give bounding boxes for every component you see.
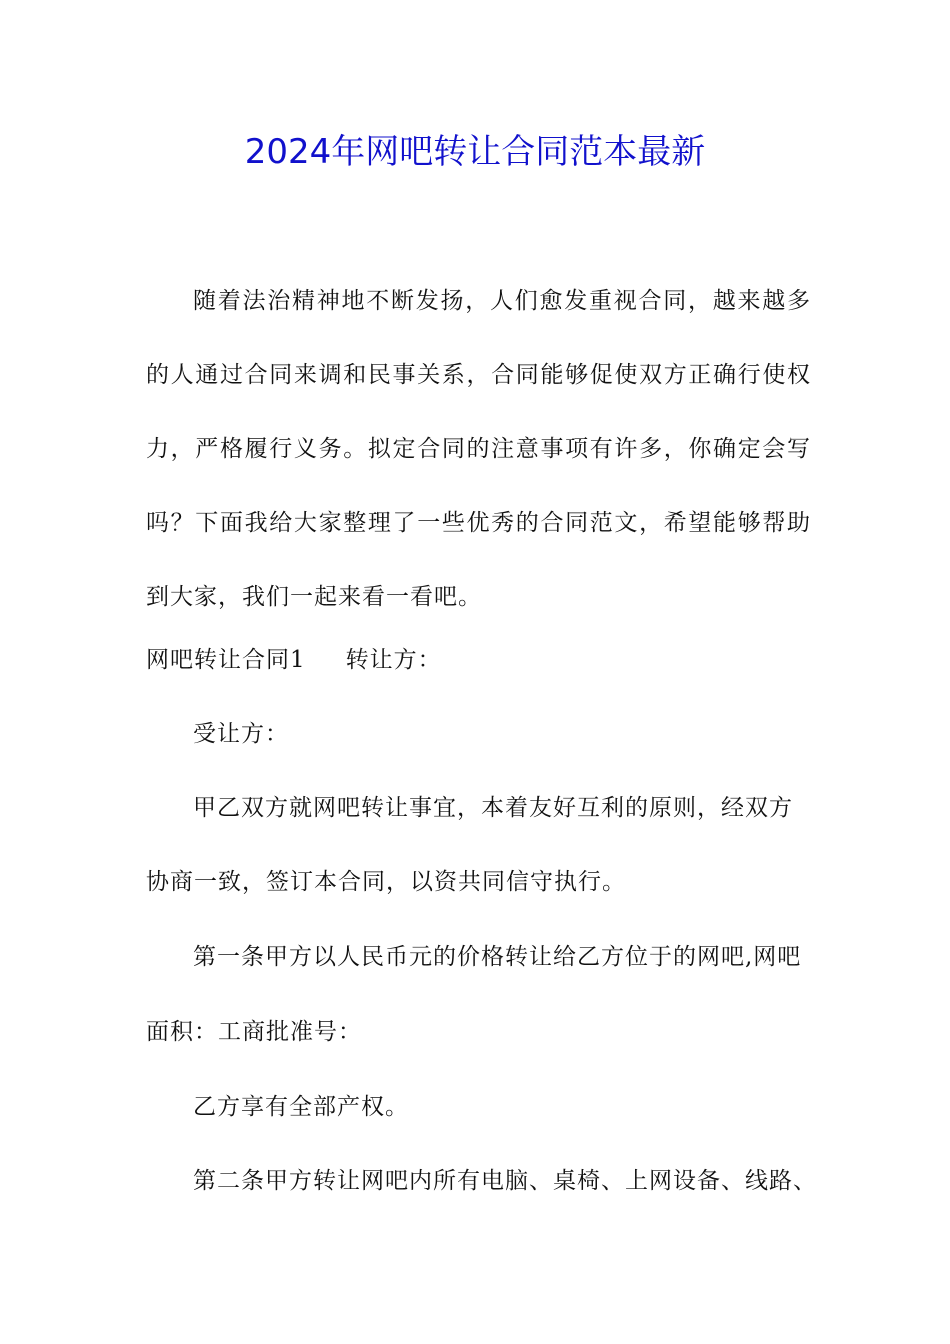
agreement-paragraph-line-1: 甲乙双方就网吧转让事宜，本着友好互利的原则，经双方 [193, 795, 793, 821]
document-title: 2024年网吧转让合同范本最新 [244, 132, 706, 172]
transferor-label: 转让方： [345, 647, 442, 673]
article-1-line-1: 第一条甲方以人民币元的价格转让给乙方位于的网吧,网吧 [193, 944, 802, 970]
article-2-line-1: 第二条甲方转让网吧内所有电脑、桌椅、上网设备、线路、 [193, 1168, 817, 1194]
intro-paragraph: 随着法治精神地不断发扬，人们愈发重视合同，越来越多的人通过合同来调和民事关系，合同能够促使双方正确行使权力，严格履行义务。拟定合同的注意事项有许多，你确定会写吗？下面我给大家整理了一些优秀的合同范文，希望能够帮助到大家，我们一起来看一看吧。 [146, 288, 811, 610]
ownership-statement: 乙方享有全部产权。 [193, 1094, 409, 1120]
contract-heading: 网吧转让合同1 [146, 647, 306, 673]
article-1-line-2: 面积：工商批准号： [146, 1019, 362, 1045]
agreement-paragraph-line-2: 协商一致，签订本合同，以资共同信守执行。 [146, 869, 626, 895]
contract-heading-line [146, 640, 826, 680]
transferee-label: 受让方： [193, 721, 289, 747]
